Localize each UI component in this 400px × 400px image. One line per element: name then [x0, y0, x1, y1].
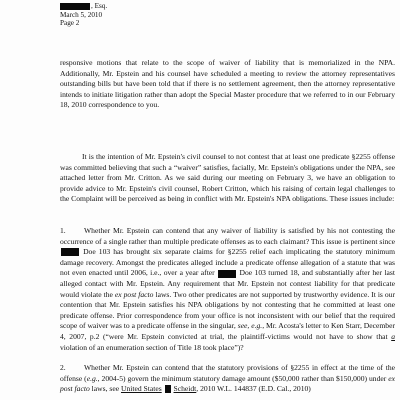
issue-text: Whether Mr. Epstein can contend that the statutory provisions of §2255 in effect at the time of the offense (	[60, 363, 395, 383]
issue-text: laws, see	[91, 384, 120, 394]
issue-text: , 2004-5) govern the minimum statutory damage amount ($50,000 rather than $150,000) under	[97, 373, 387, 383]
issue-text: laws. Two other predicates are not supported by trustworthy evidence. It is our contention that Mr. Epstein satisfies his NPA obligations by not contesting that he committed at least one predicate offense. Prior correspondence from your office is not inconsistent with our belief that the required scope of waiver was to a predicate offense in the singular,	[60, 289, 395, 331]
issue-text: Doe 103 has brought six separate claims for §2255 relief each implicating the statutory minimum damage recovery. Amongst the predicates alleged include a predicate offense allegation of a statute that was not even enacted until 2006, i.e., over a year after	[60, 247, 395, 278]
redaction-block	[60, 3, 90, 10]
issue-item-1	[60, 226, 395, 353]
issue-item-2	[60, 363, 395, 395]
italic-term: ex post facto	[114, 289, 154, 299]
addressee-suffix: , Esq.	[91, 2, 108, 10]
italic-term: ex post facto	[60, 373, 395, 394]
redaction-block	[165, 385, 171, 393]
paragraph-intention: It is the intention of Mr. Epstein's civil counsel to not contest that at least one predicate §2255 offense was committed believing that such a “waiver” satisfies, facially, Mr. Epstein's obligations under the NPA, see attached letter from Mr. Critton. As we said during our meeting on February 3, we have an obligation to provide advice to Mr. Epstein's civil counsel, Robert Critton, which his raising of certain legal challenges to the Complaint will be perceived as being in conflict with Mr. Epstein's NPA obligations. These issues include:	[60, 152, 395, 204]
page-number: Page 2	[60, 19, 80, 28]
redaction-block	[61, 248, 79, 256]
issue-number: 2.	[60, 363, 66, 372]
issue-number: 1.	[60, 226, 66, 235]
addressee-line	[60, 2, 107, 11]
redaction-block	[218, 270, 236, 278]
issue-text: Doe 103 turned 18, and substantially after her last alleged contact with Mr. Epstein. Any requirement that Mr. Epstein not contest liability for that predicate would violate the	[60, 268, 395, 299]
issue-text: , 2010 W.L. 144837 (E.D. Cal., 2010)	[196, 384, 311, 394]
paragraph-continuation: responsive motions that relate to the scope of waiver of liability that is memorialized in the NPA. Additionally, Mr. Epstein and his counsel have scheduled a meeting to review the attorney representatives outstanding bills but have been told that if there is no settlement agreement, then the attorney representative intends to initiate litigation rather than adopt the Special Master procedure that we referred to in our February 18, 2010 correspondence to you.	[60, 58, 395, 110]
issue-text: , Mr. Acosta's letter to Ken Starr, December 4, 2007, p.2 (“were Mr. Epstein convicted at trial, the plaintiff-victims would not have to show that	[60, 321, 395, 341]
letter-header	[60, 2, 107, 28]
issue-text: violation of an enumeration section of Title 18 took place”)?	[60, 342, 244, 352]
case-name-part: United States	[120, 384, 162, 394]
italic-term: e.g.	[86, 373, 98, 383]
letter-date: March 5, 2010	[60, 10, 103, 19]
case-name-part: Scheidt	[173, 384, 197, 394]
issue-text: Whether Mr. Epstein can contend that any waiver of liability is satisfied by his not contesting the occurrence of a single rather than multiple predicate offenses as to each claimant? This issue is pertinent since	[60, 226, 395, 246]
emphasized-word: a	[391, 331, 395, 341]
italic-citation-signal: see, e.g.	[237, 321, 263, 331]
